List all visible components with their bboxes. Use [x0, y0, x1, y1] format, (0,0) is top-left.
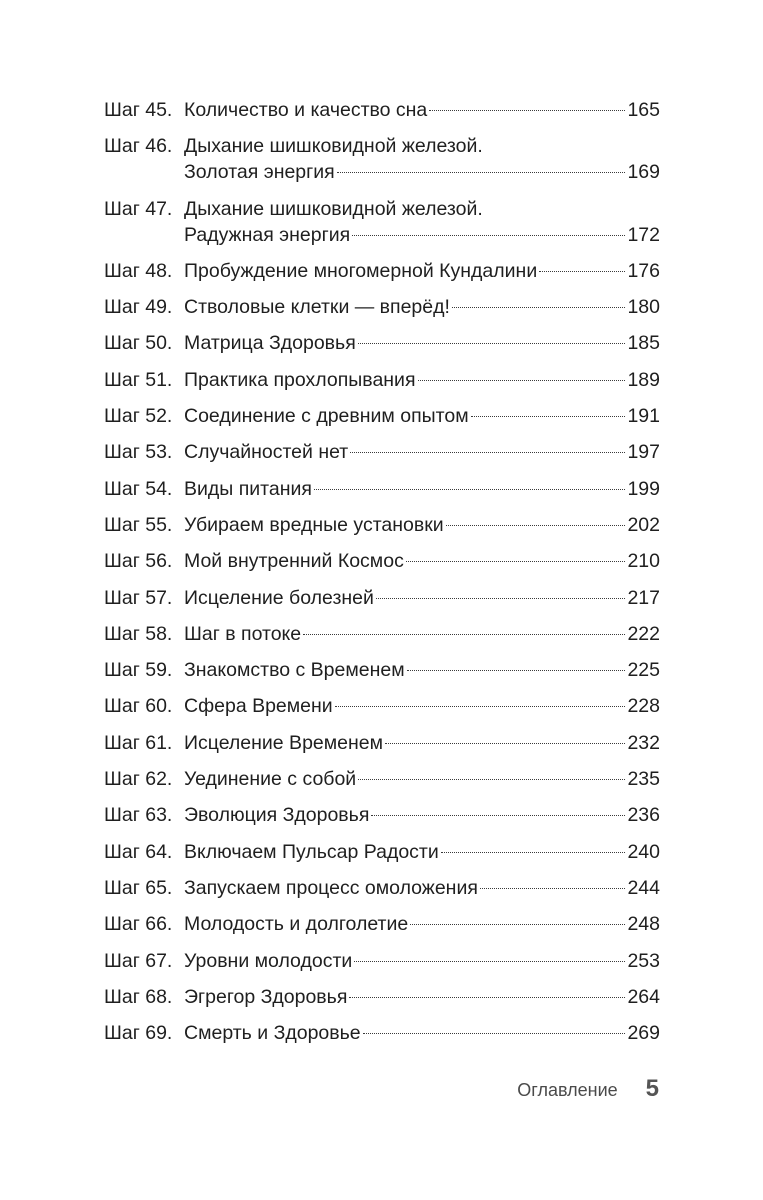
- toc-entry-body: [184, 403, 660, 429]
- toc-entry[interactable]: [104, 294, 660, 320]
- toc-dot-leader: [314, 489, 626, 490]
- toc-step-number: Шаг 64.: [104, 840, 173, 863]
- toc-title-line: [184, 367, 660, 393]
- toc-step-number: Шаг 49.: [104, 296, 173, 319]
- toc-title: Включаем Пульсар Радости: [184, 840, 439, 863]
- toc-entry[interactable]: [104, 585, 660, 611]
- toc-title: Запускаем процесс омоложения: [184, 876, 478, 899]
- toc-title: Золотая энергия: [184, 161, 335, 184]
- toc-title: Случайностей нет: [184, 441, 349, 464]
- toc-title-line: [184, 258, 660, 284]
- toc-page-number: 222: [627, 622, 660, 645]
- toc-title: Эволюция Здоровья: [184, 804, 370, 827]
- toc-entry-body: [184, 1020, 660, 1046]
- toc-title: Матрица Здоровья: [184, 332, 356, 355]
- toc-title-line: [184, 294, 660, 320]
- toc-page-number: 180: [627, 296, 660, 319]
- toc-entry-body: [184, 97, 660, 123]
- toc-step-number: Шаг 58.: [104, 622, 173, 645]
- toc-dot-leader: [441, 852, 626, 853]
- toc-title: Дыхание шишковидной железой.: [184, 135, 483, 158]
- toc-title: Сфера Времени: [184, 695, 333, 718]
- toc-title: Исцеление Временем: [184, 731, 384, 754]
- toc-title: Эгрегор Здоровья: [184, 985, 348, 1008]
- toc-page-number: 264: [627, 985, 660, 1008]
- toc-dot-leader: [480, 888, 626, 889]
- toc-entry-body: [184, 984, 660, 1010]
- toc-title-line: [184, 476, 660, 502]
- toc-entry-body: [184, 439, 660, 465]
- toc-title-line: [184, 585, 660, 611]
- toc-dot-leader: [337, 172, 626, 173]
- toc-entry-body: [184, 548, 660, 574]
- toc-page-number: 169: [627, 161, 660, 184]
- toc-entry-body: [184, 875, 660, 901]
- toc-page-number: 176: [627, 259, 660, 282]
- toc-dot-leader: [303, 634, 625, 635]
- toc-title-line: [184, 911, 660, 937]
- toc-step-number: Шаг 60.: [104, 695, 173, 718]
- toc-page-number: 165: [627, 99, 660, 121]
- toc-title-line: [184, 766, 660, 792]
- toc-entry[interactable]: [104, 911, 660, 937]
- toc-page-number: 228: [627, 695, 660, 718]
- toc-step-number: Шаг 51.: [104, 368, 173, 391]
- toc-dot-leader: [406, 561, 626, 562]
- page-footer: [517, 1075, 659, 1103]
- toc-step-number: Шаг 48.: [104, 259, 173, 282]
- toc-title-line: [184, 403, 660, 429]
- toc-page-number: 210: [627, 550, 660, 573]
- toc-entry[interactable]: [104, 133, 660, 185]
- toc-dot-leader: [371, 815, 625, 816]
- toc-step-number: Шаг 65.: [104, 876, 173, 899]
- toc-entry-body: [184, 476, 660, 502]
- toc-page-number: 269: [627, 1022, 660, 1045]
- toc-step-number: Шаг 55.: [104, 513, 173, 536]
- toc-title-line: [184, 657, 660, 683]
- toc-page-number: 189: [627, 368, 660, 391]
- toc-title-line: [184, 512, 660, 538]
- toc-step-number: Шаг 68.: [104, 985, 173, 1008]
- toc-dot-leader: [358, 343, 626, 344]
- toc-title-line: [184, 97, 660, 123]
- toc-title: Дыхание шишковидной железой.: [184, 197, 483, 220]
- toc-title-line: [184, 222, 660, 248]
- toc-entry-body: [184, 948, 660, 974]
- toc-entry-body: [184, 693, 660, 719]
- toc-entry[interactable]: [104, 367, 660, 393]
- toc-page-number: 248: [627, 913, 660, 936]
- toc-title: Уединение с собой: [184, 768, 357, 791]
- toc-dot-leader: [452, 307, 626, 308]
- toc-entry[interactable]: [104, 512, 660, 538]
- toc-page-number: 217: [627, 586, 660, 609]
- toc-title-line: [184, 948, 660, 974]
- toc-title: Знакомство с Временем: [184, 659, 405, 682]
- toc-step-number: Шаг 50.: [104, 332, 173, 355]
- toc-entry-body: [184, 196, 660, 248]
- footer-section-label: Оглавление: [517, 1080, 618, 1100]
- toc-entry[interactable]: [104, 621, 660, 647]
- toc-step-number: Шаг 62.: [104, 768, 173, 791]
- toc-page-number: 253: [627, 949, 660, 972]
- toc-step-number: Шаг 67.: [104, 949, 173, 972]
- toc-title: Пробуждение многомерной Кундалини: [184, 259, 538, 282]
- toc-step-number: Шаг 57.: [104, 586, 173, 609]
- toc-title-line: [184, 802, 660, 828]
- toc-title-line: [184, 621, 660, 647]
- toc-entry[interactable]: [104, 730, 660, 756]
- toc-title: Уровни молодости: [184, 949, 353, 972]
- toc-entry-body: [184, 657, 660, 683]
- toc-entry-body: [184, 133, 660, 185]
- toc-entry[interactable]: [104, 548, 660, 574]
- toc-dot-leader: [376, 598, 626, 599]
- toc-title: Мой внутренний Космос: [184, 550, 404, 573]
- toc-title-line: [184, 730, 660, 756]
- toc-dot-leader: [385, 743, 625, 744]
- toc-dot-leader: [418, 380, 626, 381]
- footer-page-number: 5: [645, 1075, 659, 1102]
- toc-entry[interactable]: [104, 839, 660, 865]
- toc-page-number: 235: [627, 768, 660, 791]
- toc-title: Стволовые клетки — вперёд!: [184, 296, 450, 319]
- toc-entry[interactable]: [104, 439, 660, 465]
- toc-dot-leader: [446, 525, 626, 526]
- toc-entry-body: [184, 258, 660, 284]
- toc-page-number: 244: [627, 876, 660, 899]
- toc-dot-leader: [539, 271, 625, 272]
- toc-entry[interactable]: [104, 693, 660, 719]
- toc-page-number: 236: [627, 804, 660, 827]
- toc-entry-body: [184, 730, 660, 756]
- toc-entry[interactable]: [104, 984, 660, 1010]
- toc-entry[interactable]: [104, 766, 660, 792]
- toc-entry-body: [184, 512, 660, 538]
- toc-dot-leader: [363, 1033, 626, 1034]
- toc-title: Шаг в потоке: [184, 622, 302, 645]
- toc-entry[interactable]: [104, 875, 660, 901]
- toc-title-line: [184, 548, 660, 574]
- toc-step-number: Шаг 53.: [104, 441, 173, 464]
- toc-page-number: 225: [627, 659, 660, 682]
- toc-entry[interactable]: [104, 403, 660, 429]
- toc-title: Убираем вредные установки: [184, 513, 444, 536]
- toc-title-line: [184, 693, 660, 719]
- toc-title-line: [184, 875, 660, 901]
- toc-entry-body: [184, 911, 660, 937]
- toc-title: Соединение с древним опытом: [184, 405, 469, 428]
- toc-title: Смерть и Здоровье: [184, 1022, 361, 1045]
- toc-title-line: [184, 1020, 660, 1046]
- toc-title: Исцеление болезней: [184, 586, 374, 609]
- toc-entry[interactable]: [104, 330, 660, 356]
- toc-title: Радужная энергия: [184, 223, 351, 246]
- toc-page-number: 185: [627, 332, 660, 355]
- toc-dot-leader: [349, 997, 625, 998]
- toc-step-number: Шаг 47.: [104, 197, 173, 220]
- toc-entry-body: [184, 367, 660, 393]
- toc-entry-body: [184, 294, 660, 320]
- toc-page-number: 197: [627, 441, 660, 464]
- toc-entry-body: [184, 585, 660, 611]
- toc-step-number: Шаг 63.: [104, 804, 173, 827]
- toc-page-number: 232: [627, 731, 660, 754]
- toc-title-line: [184, 196, 660, 222]
- toc-page-number: 172: [627, 223, 660, 246]
- toc-page-number: 240: [627, 840, 660, 863]
- toc-entry[interactable]: [104, 657, 660, 683]
- toc-step-number: Шаг 54.: [104, 477, 173, 500]
- toc-dot-leader: [350, 452, 625, 453]
- toc-entry[interactable]: [104, 258, 660, 284]
- toc-dot-leader: [407, 670, 626, 671]
- toc-entry[interactable]: [104, 802, 660, 828]
- toc-page-number: 202: [627, 513, 660, 536]
- toc-title: Практика прохлопывания: [184, 368, 416, 391]
- toc-dot-leader: [335, 706, 626, 707]
- toc-title-line: [184, 159, 660, 185]
- toc-entry-body: [184, 839, 660, 865]
- toc-title-line: [184, 839, 660, 865]
- toc-step-number: Шаг 59.: [104, 659, 173, 682]
- toc-page-number: 199: [627, 477, 660, 500]
- toc-step-number: Шаг 66.: [104, 913, 173, 936]
- toc-dot-leader: [354, 961, 625, 962]
- toc-entry[interactable]: [104, 196, 660, 248]
- toc-step-number: Шаг 45.: [104, 99, 173, 121]
- toc-entry[interactable]: [104, 476, 660, 502]
- toc-title-line: [184, 984, 660, 1010]
- toc-title: Виды питания: [184, 477, 312, 500]
- toc-title-line: [184, 133, 660, 159]
- toc-title: Количество и качество сна: [184, 99, 428, 121]
- toc-dot-leader: [410, 924, 625, 925]
- toc-step-number: Шаг 52.: [104, 405, 173, 428]
- toc-step-number: Шаг 56.: [104, 550, 173, 573]
- table-of-contents: [104, 97, 660, 1056]
- toc-entry-body: [184, 330, 660, 356]
- toc-dot-leader: [358, 779, 625, 780]
- toc-entry-body: [184, 766, 660, 792]
- toc-entry[interactable]: [104, 97, 660, 123]
- toc-step-number: Шаг 69.: [104, 1022, 173, 1045]
- toc-page-number: 191: [627, 405, 660, 428]
- toc-entry-body: [184, 802, 660, 828]
- toc-title-line: [184, 439, 660, 465]
- toc-dot-leader: [352, 235, 625, 236]
- toc-title-line: [184, 330, 660, 356]
- toc-title: Молодость и долголетие: [184, 913, 409, 936]
- toc-entry[interactable]: [104, 948, 660, 974]
- toc-dot-leader: [471, 416, 626, 417]
- toc-entry-body: [184, 621, 660, 647]
- toc-entry[interactable]: [104, 1020, 660, 1046]
- toc-step-number: Шаг 61.: [104, 731, 173, 754]
- toc-step-number: Шаг 46.: [104, 135, 173, 158]
- toc-dot-leader: [429, 110, 625, 111]
